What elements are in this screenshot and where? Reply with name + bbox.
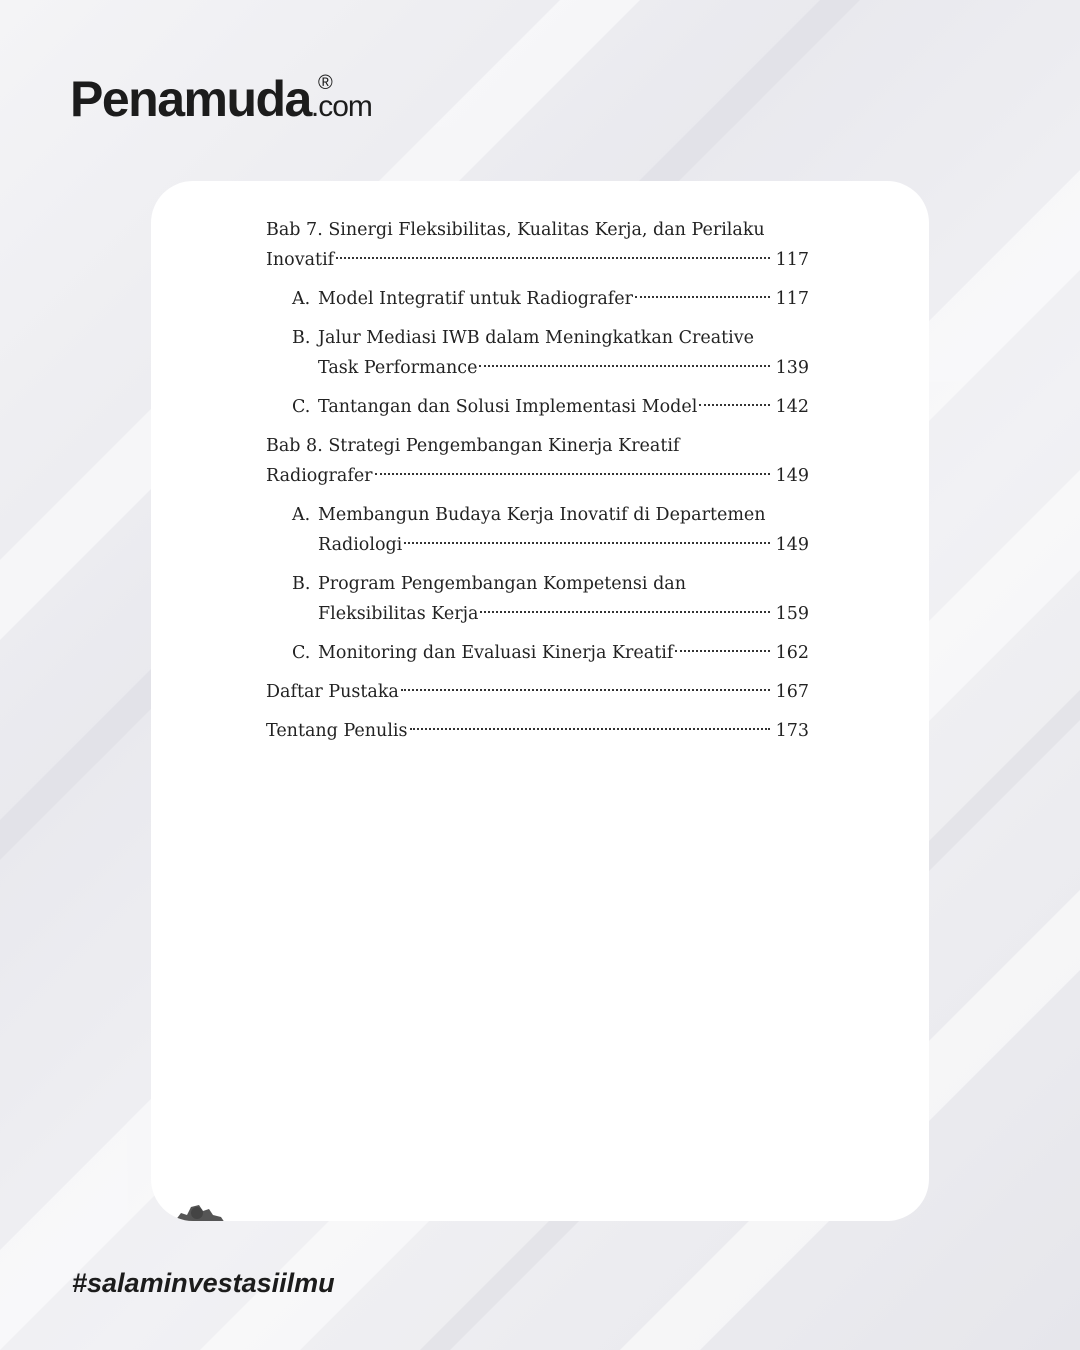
toc-entry-bab-7[interactable] — [266, 215, 809, 275]
toc-section-letter: A. — [292, 505, 311, 525]
toc-page-number: 149 — [775, 535, 809, 555]
toc-section-letter: B. — [292, 574, 311, 594]
logo-suffix: .com — [310, 90, 372, 123]
dot-leader — [401, 689, 770, 691]
toc-section-letter: A. — [292, 289, 311, 309]
toc-entry-title: Tantangan dan Solusi Implementasi Model — [318, 397, 698, 417]
toc-entry-title: Model Integratif untuk Radiografer — [318, 289, 633, 309]
toc-entry-bab-8[interactable] — [266, 431, 809, 491]
dot-leader — [375, 473, 770, 475]
toc-entry-title-cont: Task Performance — [318, 358, 478, 378]
document-card — [151, 181, 929, 1221]
toc-entry-section[interactable] — [266, 638, 809, 668]
toc-entry-title: Tentang Penulis — [266, 721, 408, 741]
table-of-contents — [266, 215, 809, 746]
toc-entry-title-cont: Radiologi — [318, 535, 403, 555]
logo-brand-text: Penamuda — [70, 71, 311, 127]
toc-entry-title: Membangun Budaya Kerja Inovatif di Departemen — [318, 505, 766, 525]
toc-entry-title: Daftar Pustaka — [266, 682, 399, 702]
toc-entry-tentang-penulis[interactable] — [266, 716, 809, 746]
toc-section-letter: C. — [292, 397, 311, 417]
toc-page-number: 162 — [775, 643, 809, 663]
dot-leader — [404, 542, 769, 544]
toc-page-number: 117 — [775, 250, 809, 270]
dot-leader — [410, 728, 770, 730]
toc-section-letter: B. — [292, 328, 311, 348]
toc-entry-title: Bab 7. Sinergi Fleksibilitas, Kualitas Kerja, dan Perilaku — [266, 220, 765, 240]
toc-entry-title-cont: Inovatif — [266, 250, 335, 270]
toc-entry-daftar-pustaka[interactable] — [266, 677, 809, 707]
toc-entry-title: Jalur Mediasi IWB dalam Meningkatkan Creative — [318, 328, 755, 348]
toc-entry-section[interactable] — [266, 284, 809, 314]
dot-leader — [479, 365, 769, 367]
decorative-stamp-icon — [171, 1193, 231, 1221]
toc-entry-title: Program Pengembangan Kompetensi dan — [318, 574, 686, 594]
dot-leader — [336, 257, 769, 259]
toc-page-number: 139 — [775, 358, 809, 378]
registered-mark: ® — [318, 72, 333, 94]
toc-entry-section[interactable] — [266, 323, 809, 383]
toc-page-number: 167 — [775, 682, 809, 702]
toc-page-number: 159 — [775, 604, 809, 624]
toc-entry-title-cont: Radiografer — [266, 466, 373, 486]
dot-leader — [699, 404, 769, 406]
brand-logo — [70, 70, 372, 128]
hashtag-text: #salaminvestasiilmu — [72, 1268, 335, 1298]
toc-page-number: 142 — [775, 397, 809, 417]
toc-entry-section[interactable] — [266, 392, 809, 422]
toc-page-number: 173 — [775, 721, 809, 741]
toc-section-letter: C. — [292, 643, 311, 663]
toc-entry-title: Monitoring dan Evaluasi Kinerja Kreatif — [318, 643, 674, 663]
toc-entry-title-cont: Fleksibilitas Kerja — [318, 604, 479, 624]
toc-page-number: 149 — [775, 466, 809, 486]
toc-entry-title: Bab 8. Strategi Pengembangan Kinerja Kreatif — [266, 436, 680, 456]
dot-leader — [635, 296, 770, 298]
dot-leader — [675, 650, 769, 652]
toc-entry-section[interactable] — [266, 569, 809, 629]
toc-page-number: 117 — [775, 289, 809, 309]
toc-entry-section[interactable] — [266, 500, 809, 560]
dot-leader — [480, 611, 769, 613]
